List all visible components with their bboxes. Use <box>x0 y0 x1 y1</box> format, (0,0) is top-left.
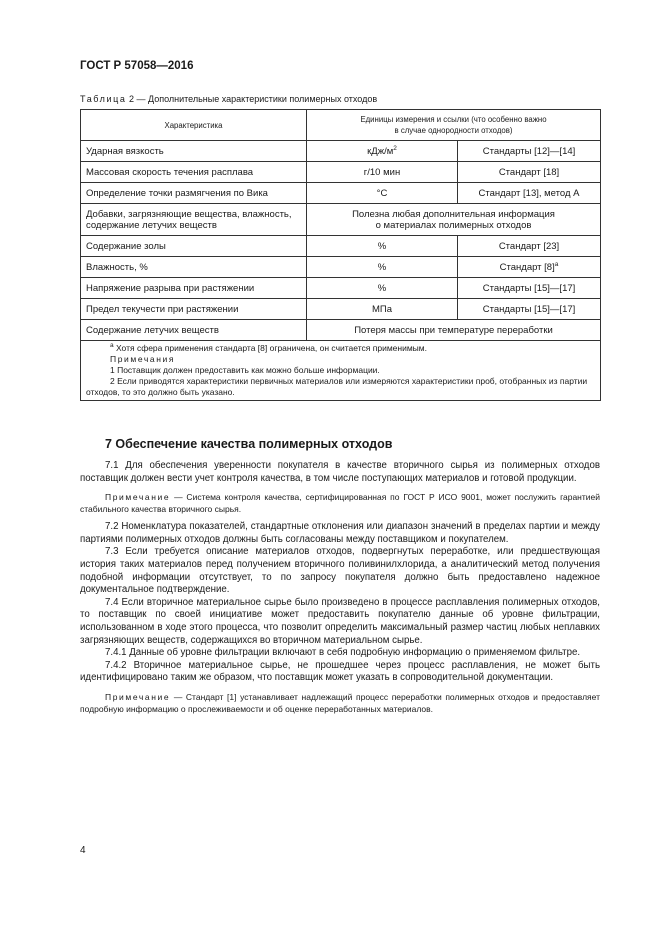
note-standard-1: Примечание — Стандарт [1] устанавливает надлежащий процесс переработки полимерных отходов и предоставляет подробную информацию о прослеживаемости и об оценке переработанных материалов. <box>80 691 600 714</box>
row-characteristic: Содержание золы <box>81 236 307 257</box>
section-heading: 7 Обеспечение качества полимерных отходов <box>105 437 393 451</box>
row-characteristic: Определение точки размягчения по Вика <box>81 183 307 204</box>
characteristics-table <box>80 109 601 401</box>
row-unit: % <box>307 257 458 278</box>
table-row <box>81 236 601 257</box>
table-row <box>81 141 601 162</box>
table-row <box>81 299 601 320</box>
table-footnote: $^а$ Хотя сфера применения стандарта [8] ограничена, он считается применимым. <box>110 342 427 353</box>
row-characteristic: Предел текучести при растяжении <box>81 299 307 320</box>
table-row <box>81 162 601 183</box>
row-reference: Стандарт [23] <box>458 236 601 257</box>
row-merged-value: Потеря массы при температуре переработки <box>307 320 601 341</box>
paragraph-7-3: 7.3 Если требуется описание материалов отходов, подвергнутых переработке, или предшествующая история таких материалов перед получением вторичного поливинилхлорида, а аналитический метод получения подобной информации отсутствует, то по запросу покупателя должно быть предоставлено надежное документальное подтверждение. <box>80 546 600 596</box>
row-characteristic: Напряжение разрыва при растяжении <box>81 278 307 299</box>
table-caption <box>80 94 377 104</box>
row-unit: % <box>307 236 458 257</box>
table-note-1: 1 Поставщик должен предоставить как можно больше информации. <box>110 365 380 375</box>
paragraph-7-4-1: 7.4.1 Данные об уровне фильтрации включают в себя подробную информацию о применяемом фильтре. <box>105 647 581 659</box>
row-characteristic: Добавки, загрязняющие вещества, влажность, содержание летучих веществ <box>81 204 307 236</box>
table-notes-row <box>81 341 601 401</box>
row-reference: Стандарт $[8]^а$ <box>458 257 601 278</box>
row-unit: МПа <box>307 299 458 320</box>
section-body <box>80 460 600 721</box>
table-row <box>81 204 601 236</box>
row-reference: Стандарты [15]—[17] <box>458 278 601 299</box>
row-characteristic: Влажность, % <box>81 257 307 278</box>
table-row <box>81 257 601 278</box>
row-unit: % <box>307 278 458 299</box>
column-header-units-references: Единицы измерения и ссылки (что особенно важно в случае однородности отходов) <box>307 110 601 141</box>
row-reference: Стандарты [15]—[17] <box>458 299 601 320</box>
table-row <box>81 183 601 204</box>
row-reference: Стандарты [12]—[14] <box>458 141 601 162</box>
table-caption-prefix: Таблица <box>80 94 127 104</box>
row-unit: кДж/$м^2$ <box>307 141 458 162</box>
row-characteristic: Содержание летучих веществ <box>81 320 307 341</box>
row-unit: г/10 мин <box>307 162 458 183</box>
table-header-row <box>81 110 601 141</box>
table-notes-cell <box>81 341 601 401</box>
table-row <box>81 320 601 341</box>
paragraph-7-2: 7.2 Номенклатура показателей, стандартные отклонения или диапазон значений в пределах партии и между партиями полимерных отходов должны быть согласованы между поставщиком и покупателем. <box>80 521 600 545</box>
document-id-header: ГОСТ Р 57058—2016 <box>80 60 194 72</box>
row-merged-value: Полезна любая дополнительная информация о материалах полимерных отходов <box>307 204 601 236</box>
table-row <box>81 278 601 299</box>
paragraph-7-1: 7.1 Для обеспечения уверенности покупателя в качестве вторичного сырья из полимерных отходов поставщик должен вести учет контроля качества, в том числе поступающих материалов и готовой продукции. <box>80 460 600 484</box>
row-reference: Стандарт [13], метод А <box>458 183 601 204</box>
row-reference: Стандарт [18] <box>458 162 601 183</box>
row-unit: °C <box>307 183 458 204</box>
paragraph-7-4: 7.4 Если вторичное материальное сырье было произведено в процессе расплавления полимерных отходов, то поставщик по своей инициативе может предоставить покупателю данные об уровне фильтрации, использованном в ходе этого процесса, что позволит определить максимальный размер частиц любых неплавких загрязняющих веществ, содержащихся во вторичном материальном сырье. <box>80 596 600 646</box>
row-characteristic: Ударная вязкость <box>81 141 307 162</box>
column-header-characteristic: Характеристика <box>81 110 307 141</box>
notes-title: Примечания <box>110 354 176 364</box>
table-note-2: 2 Если приводятся характеристики первичных материалов или измеряются характеристики проб, отобранных из партии отходов, то это должно быть указано. <box>86 376 588 397</box>
note-quality-system: Примечание — Система контроля качества, сертифицированная по ГОСТ Р ИСО 9001, может послужить гарантией стабильного качества вторичного сырья. <box>80 492 600 515</box>
page-number: 4 <box>80 845 86 856</box>
row-characteristic: Массовая скорость течения расплава <box>81 162 307 183</box>
table-caption-title: 2 — Дополнительные характеристики полимерных отходов <box>126 94 378 104</box>
paragraph-7-4-2: 7.4.2 Вторичное материальное сырье, не прошедшее через процесс расплавления, не может быть идентифицировано таким же образом, что поставщик может указать в сопроводительной документации. <box>80 659 600 684</box>
